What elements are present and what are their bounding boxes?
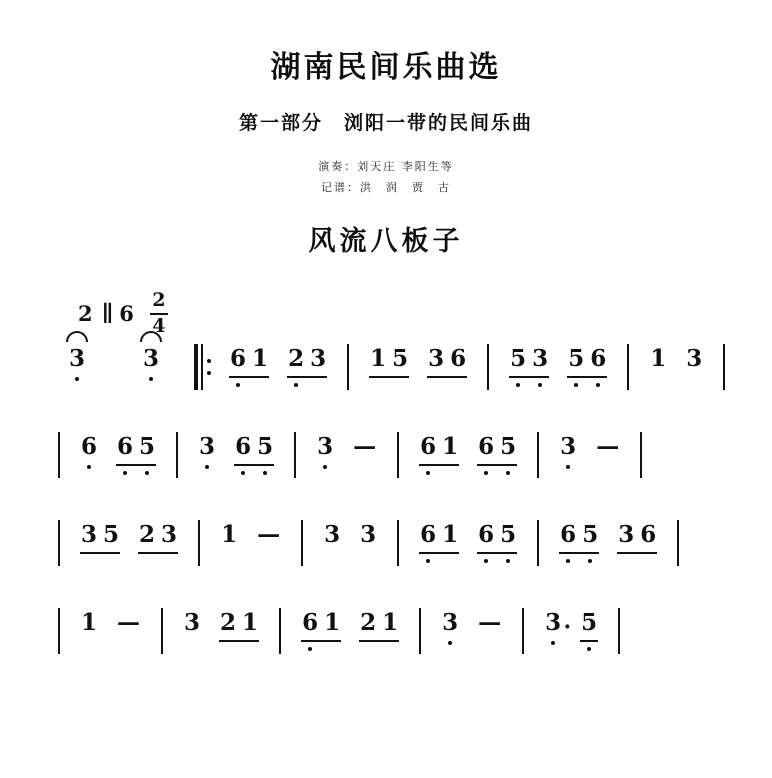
note-group bbox=[217, 608, 261, 638]
note: 6 bbox=[640, 520, 657, 548]
measure bbox=[189, 432, 283, 462]
beam-line bbox=[509, 376, 549, 378]
credits bbox=[0, 157, 772, 199]
barline bbox=[161, 608, 163, 654]
octave-low-dot bbox=[426, 471, 430, 475]
staff-line bbox=[40, 432, 750, 520]
staff-line bbox=[40, 344, 750, 432]
note: 6 bbox=[557, 520, 579, 550]
note: 2 bbox=[360, 608, 377, 636]
piece-title: 风流八板子 bbox=[308, 225, 464, 257]
measure bbox=[535, 608, 607, 638]
note: 5 bbox=[103, 520, 120, 548]
note-group bbox=[425, 344, 469, 374]
note: — bbox=[257, 520, 281, 548]
note: 1 bbox=[81, 608, 98, 636]
meter-row bbox=[0, 289, 772, 338]
barline bbox=[347, 344, 349, 390]
pickup-note-group bbox=[66, 344, 88, 374]
note-group bbox=[417, 520, 461, 550]
note: 5 bbox=[136, 432, 158, 462]
note: — bbox=[478, 608, 502, 636]
staff-line bbox=[40, 608, 750, 696]
barline bbox=[640, 432, 642, 478]
note-group bbox=[78, 608, 100, 638]
beam-line bbox=[427, 376, 467, 378]
note-group bbox=[227, 344, 271, 374]
barline bbox=[522, 608, 524, 654]
octave-low-dot bbox=[506, 559, 510, 563]
measure bbox=[432, 608, 511, 638]
note: 3 bbox=[184, 608, 201, 636]
measure bbox=[550, 520, 666, 550]
note: 6 bbox=[417, 520, 439, 550]
beam-line bbox=[477, 552, 517, 554]
beam-line bbox=[617, 552, 657, 554]
note: 1 bbox=[370, 344, 387, 372]
note-group bbox=[557, 520, 601, 550]
octave-low-dot bbox=[587, 647, 591, 651]
note: 1 bbox=[650, 344, 667, 372]
barline bbox=[723, 344, 725, 390]
octave-low-dot bbox=[308, 647, 312, 651]
note: 5 bbox=[565, 344, 587, 374]
note: 3 bbox=[686, 344, 703, 372]
note: 3 bbox=[557, 432, 579, 462]
note: 3 bbox=[324, 520, 341, 548]
note: 3 bbox=[196, 432, 218, 462]
note: 5 bbox=[254, 432, 276, 462]
note-group bbox=[285, 344, 329, 374]
beam-line bbox=[229, 376, 269, 378]
octave-low-dot bbox=[574, 383, 578, 387]
barline bbox=[627, 344, 629, 390]
barline bbox=[537, 432, 539, 478]
note-group bbox=[357, 608, 401, 638]
note: 6 bbox=[587, 344, 609, 374]
note-group bbox=[439, 608, 461, 638]
note: 3 bbox=[439, 608, 461, 638]
note: 1 bbox=[242, 608, 259, 636]
note: 5 bbox=[579, 520, 601, 550]
octave-low-dot bbox=[426, 559, 430, 563]
note: — bbox=[353, 432, 377, 460]
beam-line bbox=[80, 552, 120, 554]
octave-low-dot bbox=[506, 471, 510, 475]
note: 3 bbox=[66, 344, 88, 374]
note: 1 bbox=[252, 344, 269, 372]
time-signature bbox=[150, 291, 168, 336]
tempo-number: 2 bbox=[78, 301, 93, 327]
octave-low-dot bbox=[448, 641, 452, 645]
measure bbox=[360, 344, 476, 374]
measure bbox=[174, 608, 268, 638]
note-group bbox=[254, 520, 283, 550]
note: 6 bbox=[299, 608, 321, 638]
double-slash-icon: ∥ bbox=[101, 300, 111, 327]
beam-line bbox=[234, 464, 274, 466]
note: 6 bbox=[475, 432, 497, 462]
note-group bbox=[218, 520, 240, 550]
note: 3 bbox=[428, 344, 445, 372]
note-group bbox=[232, 432, 276, 462]
note-group bbox=[350, 432, 379, 462]
octave-low-dot bbox=[294, 383, 298, 387]
beam-line bbox=[559, 552, 599, 554]
beam-line bbox=[477, 464, 517, 466]
barline-thick bbox=[194, 344, 198, 390]
note: 6 bbox=[417, 432, 439, 462]
barline bbox=[487, 344, 489, 390]
note: 5 bbox=[507, 344, 529, 374]
note: — bbox=[117, 608, 141, 636]
octave-low-dot bbox=[551, 641, 555, 645]
octave-low-dot bbox=[588, 559, 592, 563]
note: 6 bbox=[450, 344, 467, 372]
note-group bbox=[683, 344, 705, 374]
beam-line bbox=[138, 552, 178, 554]
note: 5 bbox=[392, 344, 409, 372]
measure bbox=[307, 432, 386, 462]
measure bbox=[640, 344, 712, 374]
note-group bbox=[181, 608, 203, 638]
barline bbox=[419, 608, 421, 654]
note-group bbox=[314, 432, 336, 462]
note-group bbox=[615, 520, 659, 550]
note: 2 bbox=[285, 344, 307, 374]
barline bbox=[397, 432, 399, 478]
measure bbox=[292, 608, 408, 638]
measure bbox=[71, 520, 187, 550]
time-signature-denominator: 4 bbox=[152, 315, 166, 338]
note-group bbox=[114, 432, 158, 462]
note-group bbox=[196, 432, 218, 462]
note-group bbox=[417, 432, 461, 462]
octave-low-dot bbox=[596, 383, 600, 387]
repeat-dots bbox=[207, 344, 211, 390]
note: 1 bbox=[442, 432, 459, 460]
note: 2 bbox=[139, 520, 156, 548]
note: 1 bbox=[382, 608, 399, 636]
beam-line bbox=[219, 640, 259, 642]
note: 3 bbox=[81, 520, 98, 548]
staff-line bbox=[40, 520, 750, 608]
note: 3 bbox=[310, 344, 327, 372]
page-title: 湖南民间乐曲选 bbox=[270, 50, 502, 85]
barline bbox=[198, 520, 200, 566]
beam-line bbox=[369, 376, 409, 378]
note: 5 bbox=[497, 520, 519, 550]
octave-low-dot bbox=[538, 383, 542, 387]
measure bbox=[500, 344, 616, 374]
note: 3 bbox=[529, 344, 551, 374]
barline bbox=[301, 520, 303, 566]
octave-low-dot bbox=[241, 471, 245, 475]
note-group bbox=[299, 608, 343, 638]
note: 3 · bbox=[542, 608, 564, 638]
note: 6 bbox=[227, 344, 249, 374]
beam-line bbox=[116, 464, 156, 466]
beat-number: 6 bbox=[119, 301, 134, 327]
measure bbox=[211, 520, 290, 550]
barline bbox=[176, 432, 178, 478]
octave-low-dot bbox=[123, 471, 127, 475]
octave-low-dot bbox=[145, 471, 149, 475]
measure bbox=[220, 344, 336, 374]
beam-line bbox=[567, 376, 607, 378]
measure bbox=[410, 432, 526, 462]
note: — bbox=[596, 432, 620, 460]
note-group bbox=[475, 608, 504, 638]
note-group bbox=[542, 608, 572, 640]
beam-line bbox=[287, 376, 327, 378]
note-group bbox=[593, 432, 622, 462]
note-group bbox=[565, 344, 609, 374]
barline bbox=[58, 520, 60, 566]
note: 1 bbox=[324, 608, 341, 636]
note: 6 bbox=[78, 432, 100, 462]
note: 6 bbox=[114, 432, 136, 462]
note: 3 bbox=[314, 432, 336, 462]
note-group bbox=[78, 520, 122, 550]
note-group bbox=[557, 432, 579, 462]
note-group bbox=[114, 608, 143, 638]
barline bbox=[397, 520, 399, 566]
note: 1 bbox=[221, 520, 238, 548]
note: 3 bbox=[161, 520, 178, 548]
note-group bbox=[136, 520, 180, 550]
octave-low-dot bbox=[236, 383, 240, 387]
barline bbox=[58, 608, 60, 654]
note-group bbox=[78, 432, 100, 462]
note-group bbox=[475, 520, 519, 550]
beam-line bbox=[580, 640, 598, 642]
note-group bbox=[578, 608, 600, 638]
repeat-start-barline bbox=[194, 344, 211, 390]
octave-low-dot bbox=[149, 377, 153, 381]
barline bbox=[294, 432, 296, 478]
barline bbox=[58, 432, 60, 478]
credit-performers: 演奏：刘天庄 李阳生等 bbox=[318, 160, 454, 173]
time-signature-numerator: 2 bbox=[152, 289, 166, 312]
note: 3 bbox=[140, 344, 162, 374]
beam-line bbox=[419, 464, 459, 466]
note: 3 bbox=[618, 520, 635, 548]
note-group bbox=[357, 520, 379, 550]
barline bbox=[537, 520, 539, 566]
barline bbox=[677, 520, 679, 566]
octave-low-dot bbox=[484, 559, 488, 563]
note: 3 bbox=[360, 520, 377, 548]
octave-low-dot bbox=[263, 471, 267, 475]
note-group bbox=[507, 344, 551, 374]
note: 6 bbox=[475, 520, 497, 550]
music-staff bbox=[0, 344, 772, 696]
measure bbox=[71, 608, 150, 638]
octave-low-dot bbox=[205, 465, 209, 469]
measure bbox=[71, 432, 165, 462]
section-subtitle: 第一部分 浏阳一带的民间乐曲 bbox=[238, 112, 533, 134]
note: 1 bbox=[442, 520, 459, 548]
note: 2 bbox=[220, 608, 237, 636]
note-group bbox=[367, 344, 411, 374]
note-group bbox=[475, 432, 519, 462]
octave-low-dot bbox=[566, 465, 570, 469]
octave-low-dot bbox=[566, 559, 570, 563]
octave-low-dot bbox=[75, 377, 79, 381]
note: 5 bbox=[578, 608, 600, 638]
measure bbox=[550, 432, 629, 462]
measure bbox=[314, 520, 386, 550]
octave-low-dot bbox=[87, 465, 91, 469]
note: 5 bbox=[497, 432, 519, 462]
sheet-music-page bbox=[0, 42, 772, 778]
note-group bbox=[321, 520, 343, 550]
beam-line bbox=[419, 552, 459, 554]
barline bbox=[618, 608, 620, 654]
beam-line bbox=[301, 640, 341, 642]
barline-thin bbox=[201, 344, 203, 390]
beam-line bbox=[359, 640, 399, 642]
octave-low-dot bbox=[516, 383, 520, 387]
note-group bbox=[647, 344, 669, 374]
credit-transcribers: 记谱：洪 润 贾 古 bbox=[321, 180, 451, 194]
octave-low-dot bbox=[323, 465, 327, 469]
barline bbox=[279, 608, 281, 654]
duration-dot: · bbox=[563, 613, 572, 640]
note: 6 bbox=[232, 432, 254, 462]
octave-low-dot bbox=[484, 471, 488, 475]
pickup-note-group bbox=[140, 344, 162, 374]
measure bbox=[410, 520, 526, 550]
